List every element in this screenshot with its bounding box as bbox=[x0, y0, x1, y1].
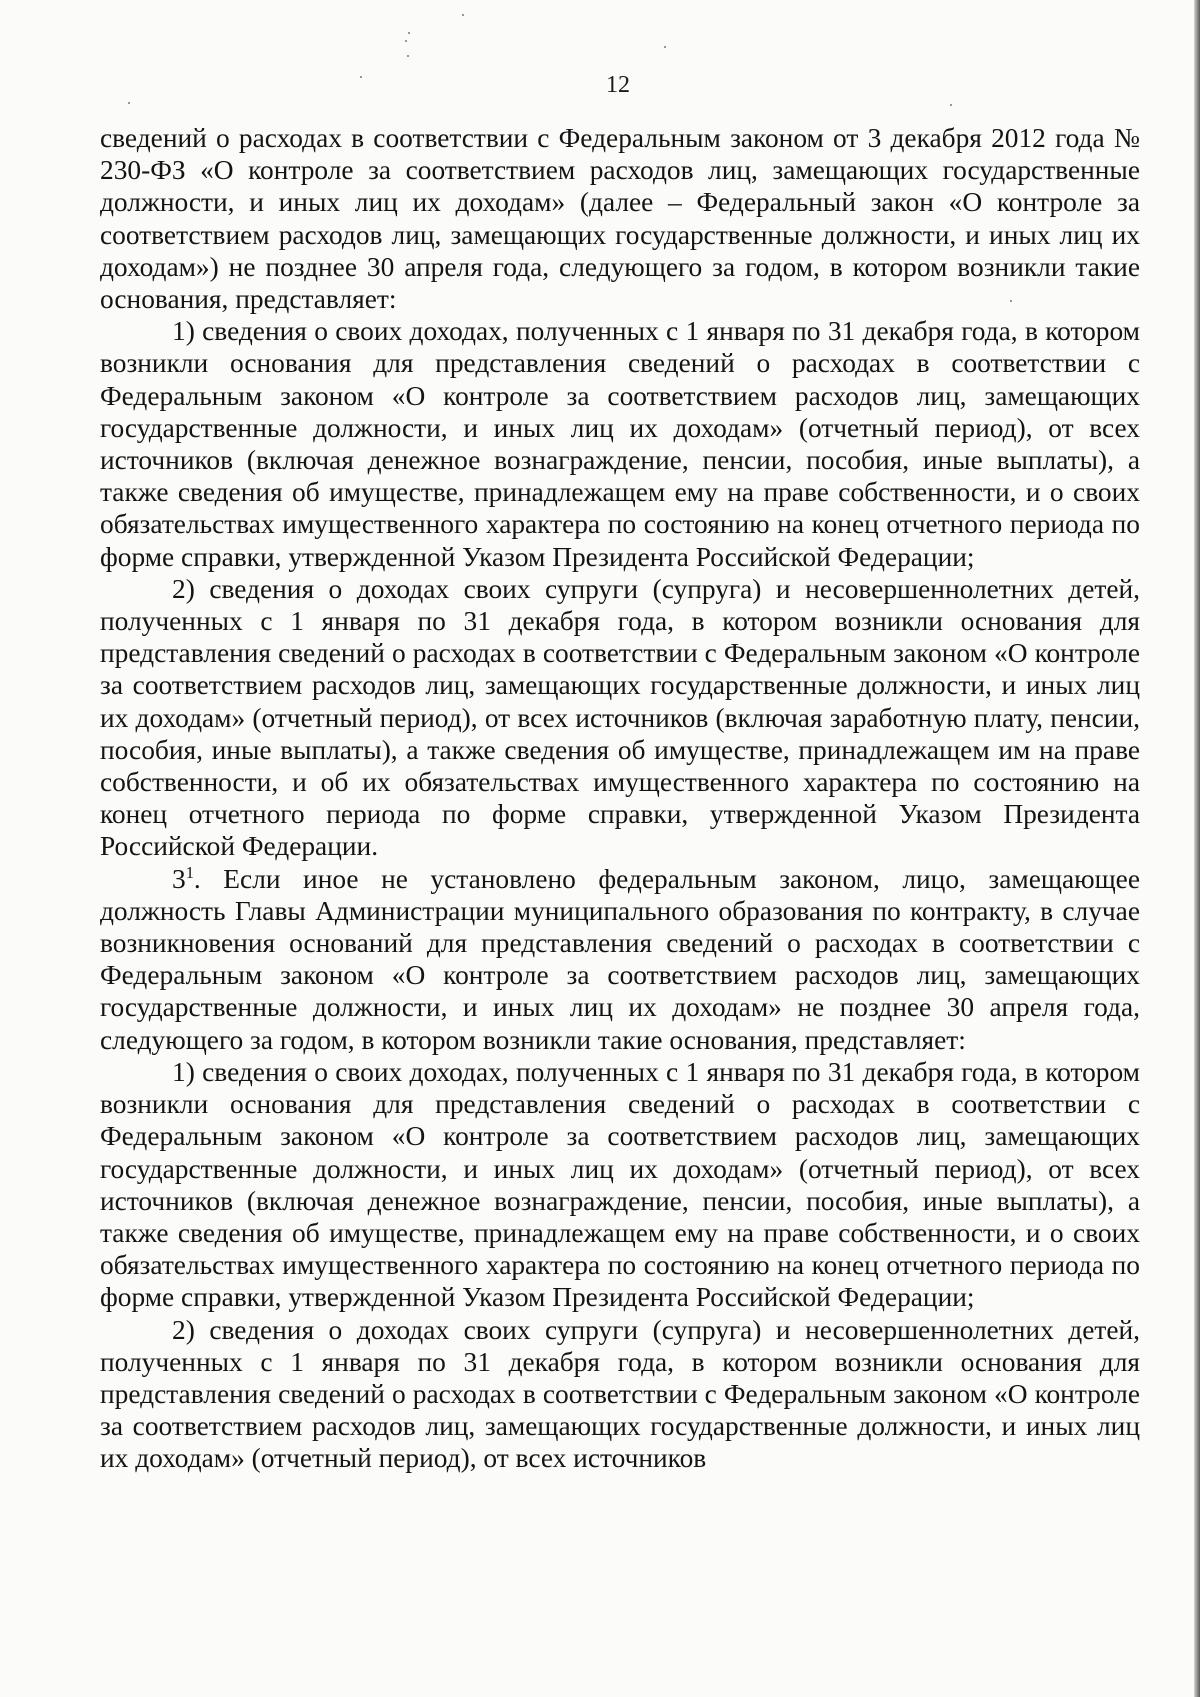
paragraph-item-2-family-income: 2) сведения о доходах своих супруги (супруга) и несовершеннолетних детей, полученных с 1 января по 31 декабря года, в котором возникли основания для представления сведений о расходах в соответствии с Федеральным законом «О контроле за соответствием расходов лиц, замещающих государственные должности, и иных лиц их доходам» (отчетный период), от всех источников (включая заработную плату, пенсии, пособия, иные выплаты), а также сведения об имуществе, принадлежащем им на праве собственности, и об их обязательствах имущественного характера по состоянию на конец отчетного периода по форме справки, утвержденной Указом Президента Российской Федерации. bbox=[100, 573, 1140, 862]
paragraph-item-1-own-income: 1) сведения о своих доходах, полученных с 1 января по 31 декабря года, в котором возникли основания для представления сведений о расходах в соответствии с Федеральным законом «О контроле за соответствием расходов лиц, замещающих государственные должности, и иных лиц их доходам» (отчетный период), от всех источников (включая денежное вознаграждение, пенсии, пособия, иные выплаты), а также сведения об имуществе, принадлежащем ему на праве собственности, и о своих обязательствах имущественного характера по состоянию на конец отчетного периода по форме справки, утвержденной Указом Президента Российской Федерации; bbox=[100, 316, 1140, 572]
paragraph-intro-continuation: сведений о расходах в соответствии с Федеральным законом от 3 декабря 2012 года № 230-ФЗ «О контроле за соответствием расходов лиц, замещающих государственные должности, и иных лиц их доходам» (далее – Федеральный закон «О контроле за соответствием расходов лиц, замещающих государственные должности, и иных лиц их доходам») не позднее 30 апреля года, следующего за годом, в котором возникли такие основания, представляет: bbox=[100, 123, 1140, 315]
scan-edge-shadow bbox=[1194, 0, 1200, 1697]
section-number: 3 bbox=[172, 863, 186, 894]
scan-speck bbox=[950, 104, 952, 106]
paragraph-section-3-1 bbox=[100, 863, 1140, 1056]
scan-speck bbox=[462, 14, 464, 16]
scan-speck bbox=[408, 32, 410, 34]
section-3-1-text: . Если иное не установлено федеральным законом, лицо, замещающее должность Главы Администрации муниципального образования по контракту, в случае возникновения оснований для представления сведений о расходах в соответствии с Федеральным законом «О контроле за соответствием расходов лиц, замещающих государственные должности, и иных лиц их доходам» не позднее 30 апреля года, следующего за годом, в котором возникли такие основания, представляет: bbox=[100, 863, 1140, 1055]
paragraph-item-1-own-income-head: 1) сведения о своих доходах, полученных с 1 января по 31 декабря года, в котором возникли основания для представления сведений о расходах в соответствии с Федеральным законом «О контроле за соответствием расходов лиц, замещающих государственные должности, и иных лиц их доходам» (отчетный период), от всех источников (включая денежное вознаграждение, пенсии, пособия, иные выплаты), а также сведения об имуществе, принадлежащем ему на праве собственности, и о своих обязательствах имущественного характера по состоянию на конец отчетного периода по форме справки, утвержденной Указом Президента Российской Федерации; bbox=[100, 1056, 1140, 1313]
scan-speck bbox=[407, 55, 409, 57]
scan-speck bbox=[405, 40, 407, 42]
section-superscript: 1 bbox=[185, 862, 194, 882]
scan-speck bbox=[128, 102, 130, 104]
scan-speck bbox=[664, 46, 666, 48]
page-number: 12 bbox=[606, 72, 630, 98]
paragraph-item-2-family-income-head: 2) сведения о доходах своих супруги (супруга) и несовершеннолетних детей, полученных с 1 января по 31 декабря года, в котором возникли основания для представления сведений о расходах в соответствии с Федеральным законом «О контроле за соответствием расходов лиц, замещающих государственные должности, и иных лиц их доходам» (отчетный период), от всех источников bbox=[100, 1314, 1140, 1474]
document-body bbox=[100, 122, 1140, 1475]
